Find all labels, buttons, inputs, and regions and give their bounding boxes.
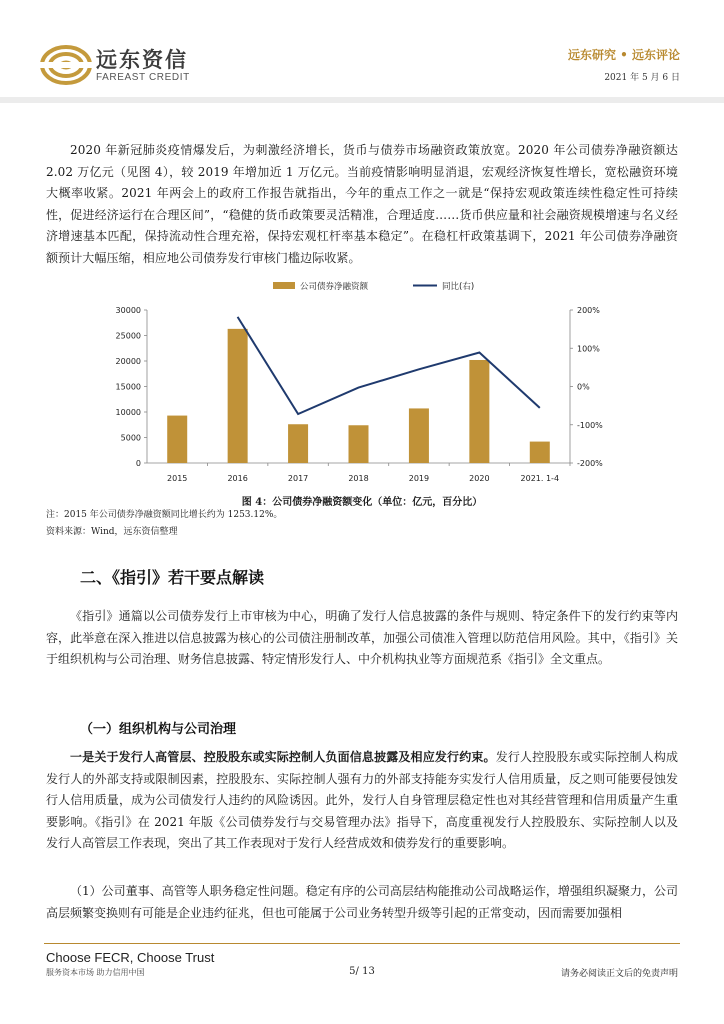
- legend-bar-label: 公司债券净融资额: [300, 282, 369, 292]
- x-tick-label: 2019: [408, 474, 430, 483]
- bar-2016: [228, 329, 248, 463]
- subsection-paragraph: [46, 747, 678, 855]
- footer-divider: [44, 943, 680, 944]
- left-tick-label: 10000: [115, 408, 141, 417]
- logo-chinese-name: 远东资信: [96, 48, 188, 72]
- right-tick-label: 100%: [577, 344, 600, 354]
- bar-2015: [167, 416, 187, 463]
- page-number: 5/ 13: [349, 966, 375, 977]
- series-title: 远东研究 • 远东评论: [567, 48, 680, 62]
- subsection-body: 发行人控股股东或实际控制人构成发行人的外部支持或限制因素，控股股东、实际控制人强有力的外部支持能夯实发行人信用质量，反之则可能要侵蚀发行人信用质量，成为公司债发行人违约的风险诱因。此外，发行人自身管理层稳定性也对其经营管理和信用质量产生重要影响。《指引》在 2021 年版《公司债券发行与交易管理办法》指导下，高度重视发行人控股股东、实际控制人以及发行人高管层工作表现，突出了其工作表现对于发行人经营成效和债券发行的重要影响。: [46, 750, 678, 851]
- bar-2020: [469, 360, 489, 463]
- subsection-lead-bold: 一是关于发行人高管层、控股股东或实际控制人负面信息披露及相应发行约束。: [70, 750, 496, 764]
- page-header: [0, 0, 724, 100]
- section-paragraph: 《指引》通篇以公司债券发行上市审核为中心，明确了发行人信息披露的条件与规则、特定条件下的发行约束等内容，此举意在深入推进以信息披露为核心的公司债注册制改革，加强公司债准入管理以防范信用风险。其中，《指引》关于组织机构与公司治理、财务信息披露、特定情形发行人、中介机构执业等方面规范系《指引》全文重点。: [46, 609, 678, 667]
- fareast-logo-icon: [40, 44, 92, 86]
- figure-source: 资料来源：Wind，远东资信整理: [46, 527, 178, 537]
- report-date: 2021 年 5 月 6 日: [604, 73, 680, 83]
- bar-2019: [409, 408, 429, 463]
- header-divider: [0, 97, 724, 103]
- left-tick-label: 0: [135, 459, 141, 468]
- footer-disclaimer: 请务必阅读正文后的免责声明: [560, 969, 678, 979]
- left-tick-label: 25000: [115, 331, 141, 341]
- net-financing-chart: [110, 276, 622, 490]
- x-tick-label: 2018: [348, 474, 369, 483]
- left-tick-label: 5000: [120, 433, 141, 443]
- x-tick-label: 2016: [227, 474, 248, 483]
- bar-2018: [349, 425, 369, 463]
- bar-2021. 1-4: [530, 442, 550, 463]
- x-tick-label: 2017: [287, 474, 309, 483]
- yoy-line: [238, 317, 540, 414]
- right-tick-label: -200%: [577, 459, 603, 468]
- right-tick-label: 0%: [577, 382, 590, 392]
- x-tick-label: 2020: [469, 474, 490, 483]
- x-tick-label: 2021. 1-4: [520, 474, 560, 483]
- left-tick-label: 15000: [115, 382, 141, 392]
- intro-paragraph: 2020 年新冠肺炎疫情爆发后，为刺激经济增长，货币与债券市场融资政策放宽。2020 年公司债券净融资额达 2.02 万亿元（见图 4），较 2019 年增加近 1 万亿元。当前疫情影响明显消退，宏观经济恢复性增长，宽松融资环境大概率收紧。2021 年两会上的政府工作报告就指出，今年的重点工作之一就是“保持宏观政策连续性稳定性可持续性，促进经济运行在合理区间”，“稳健的货币政策要灵活精准，合理适度……货币供应量和社会融资规模增速与名义经济增速基本匹配，保持流动性合理充裕，保持宏观杠杆率基本稳定”。在稳杠杆政策基调下，2021 年公司债券净融资额预计大幅压缩，相应地公司债券发行审核门槛边际收紧。: [46, 143, 678, 265]
- left-tick-label: 20000: [115, 357, 141, 366]
- item-paragraph: （1）公司董事、高管等人职务稳定性问题。稳定有序的公司高层结构能推动公司战略运作，增强组织凝聚力，公司高层频繁变换则有可能是企业违约征兆，但也可能属于公司业务转型升级等引起的正常变动，因而需要加强相: [46, 884, 678, 920]
- left-tick-label: 30000: [115, 306, 141, 315]
- bar-2017: [288, 424, 308, 463]
- legend-bar-swatch: [273, 282, 295, 289]
- chart-canvas: [110, 276, 622, 490]
- subsection-heading: （一）组织机构与公司治理: [80, 722, 237, 737]
- figure-note: 注：2015 年公司债券净融资额同比增长约为 1253.12%。: [46, 510, 283, 520]
- right-tick-label: 200%: [577, 306, 600, 315]
- legend-line-label: 同比(右): [442, 282, 475, 292]
- x-tick-label: 2015: [167, 474, 188, 483]
- logo-english-name: FAREAST CREDIT: [96, 72, 190, 83]
- footer-slogan: Choose FECR, Choose Trust: [46, 950, 215, 965]
- section-heading: 二、《指引》若干要点解读: [80, 568, 265, 587]
- figure-caption: 图 4：公司债券净融资额变化（单位：亿元，百分比）: [241, 497, 483, 508]
- right-tick-label: -100%: [577, 420, 603, 430]
- footer-subslogan: 服务资本市场 助力信用中国: [46, 968, 145, 977]
